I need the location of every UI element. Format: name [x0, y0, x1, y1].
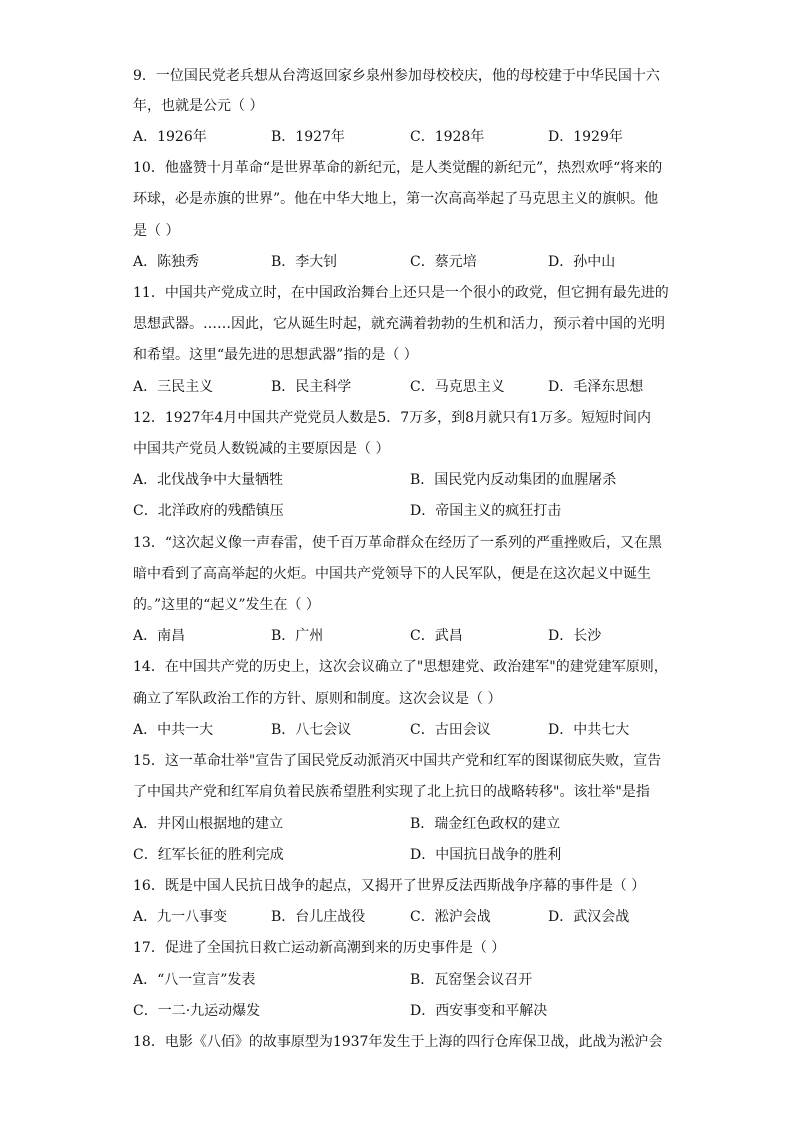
question-text-line: 是（ ） [133, 223, 180, 239]
option-b[interactable]: B．瑞金红色政权的建立 [410, 816, 561, 832]
option-d[interactable]: D．1929年 [548, 129, 623, 145]
option-d[interactable]: D．中共七大 [548, 722, 630, 738]
option-a[interactable]: A．南昌 [133, 628, 186, 644]
question-text-line: 年，也就是公元（ ） [133, 98, 264, 114]
question-text-line: 暗中看到了高高举起的火炬。中国共产党领导下的人民军队，便是在这次起义中诞生 [133, 566, 651, 582]
option-a[interactable]: A．九一八事变 [133, 909, 228, 925]
question-text-line: 17．促进了全国抗日救亡运动新高潮到来的历史事件是（ ） [133, 940, 506, 956]
option-c[interactable]: C．北洋政府的残酷镇压 [133, 503, 284, 519]
option-a[interactable]: A．陈独秀 [133, 254, 200, 270]
option-d[interactable]: D．中国抗日战争的胜利 [410, 847, 562, 863]
question-text-line: 的。”这里的“起义”发生在（ ） [133, 597, 320, 613]
option-a[interactable]: A．井冈山根据地的建立 [133, 816, 284, 832]
question-text-line: 12．1927年4月中国共产党党员人数是5．7万多，到8月就只有1万多。短短时间内 [133, 410, 651, 426]
question-text-line: 确立了军队政治工作的方针、原则和制度。这次会议是（ ） [133, 691, 502, 707]
option-d[interactable]: D．孙中山 [548, 254, 616, 270]
option-a[interactable]: A．北伐战争中大量牺牲 [133, 472, 284, 488]
option-d[interactable]: D．帝国主义的疯狂打击 [410, 503, 562, 519]
option-b[interactable]: B．八七会议 [271, 722, 352, 738]
option-b[interactable]: B．李大钊 [271, 254, 338, 270]
question-text-line: 14．在中国共产党的历史上，这次会议确立了"思想建党、政治建军"的建党建军原则， [133, 659, 668, 675]
question-text-line: 18．电影《八佰》的故事原型为1937年发生于上海的四行仓库保卫战，此战为淞沪会 [133, 1034, 663, 1050]
option-b[interactable]: B．1927年 [271, 129, 345, 145]
question-text-line: 16．既是中国人民抗日战争的起点，又揭开了世界反法西斯战争序幕的事件是（ ） [133, 878, 646, 894]
option-a[interactable]: A．1926年 [133, 129, 207, 145]
option-d[interactable]: D．西安事变和平解决 [410, 1003, 548, 1019]
question-text-line: 了中国共产党和红军肩负着民族希望胜利实现了北上抗日的战略转移"。该壮举"是指 [133, 784, 650, 800]
question-text-line: 15．这一革命壮举"宣告了国民党反动派消灭中国共产党和红军的图谋彻底失败，宣告 [133, 753, 662, 769]
option-b[interactable]: B．台儿庄战役 [271, 909, 366, 925]
option-a[interactable]: A．三民主义 [133, 379, 214, 395]
question-text-line: 中国共产党员人数锐减的主要原因是（ ） [133, 441, 390, 457]
question-text-line: 10．他盛赞十月革命“是世界革命的新纪元，是人类觉醒的新纪元”，热烈欢呼“将来的 [133, 160, 663, 176]
option-b[interactable]: B．民主科学 [271, 379, 352, 395]
option-c[interactable]: C．古田会议 [410, 722, 491, 738]
option-c[interactable]: C．红军长征的胜利完成 [133, 847, 284, 863]
option-d[interactable]: D．长沙 [548, 628, 602, 644]
option-d[interactable]: D．毛泽东思想 [548, 379, 644, 395]
option-c[interactable]: C．1928年 [410, 129, 485, 145]
question-text-line: 环球，必是赤旗的世界”。他在中华大地上，第一次高高举起了马克思主义的旗帜。他 [133, 191, 659, 207]
option-b[interactable]: B．瓦窑堡会议召开 [410, 972, 533, 988]
question-text-line: 13．“这次起义像一声春雷，使千百万革命群众在经历了一系列的严重挫败后，又在黑 [133, 535, 662, 551]
option-c[interactable]: C．一二·九运动爆发 [133, 1003, 261, 1019]
question-text-line: 9．一位国民党老兵想从台湾返回家乡泉州参加母校校庆，他的母校建于中华民国十六 [133, 68, 660, 84]
option-c[interactable]: C．武昌 [410, 628, 463, 644]
option-a[interactable]: A．中共一大 [133, 722, 214, 738]
option-c[interactable]: C．淞沪会战 [410, 909, 491, 925]
option-c[interactable]: C．马克思主义 [410, 379, 505, 395]
question-text-line: 和希望。这里“最先进的思想武器”指的是（ ） [133, 347, 418, 363]
option-a[interactable]: A．“八一宣言”发表 [133, 972, 256, 988]
option-b[interactable]: B．国民党内反动集团的血腥屠杀 [410, 472, 617, 488]
question-text-line: 思想武器。……因此，它从诞生时起，就充满着勃勃的生机和活力，预示着中国的光明 [133, 316, 665, 332]
option-b[interactable]: B．广州 [271, 628, 324, 644]
option-d[interactable]: D．武汉会战 [548, 909, 630, 925]
question-text-line: 11．中国共产党成立时，在中国政治舞台上还只是一个很小的政党，但它拥有最先进的 [133, 285, 669, 301]
option-c[interactable]: C．蔡元培 [410, 254, 477, 270]
